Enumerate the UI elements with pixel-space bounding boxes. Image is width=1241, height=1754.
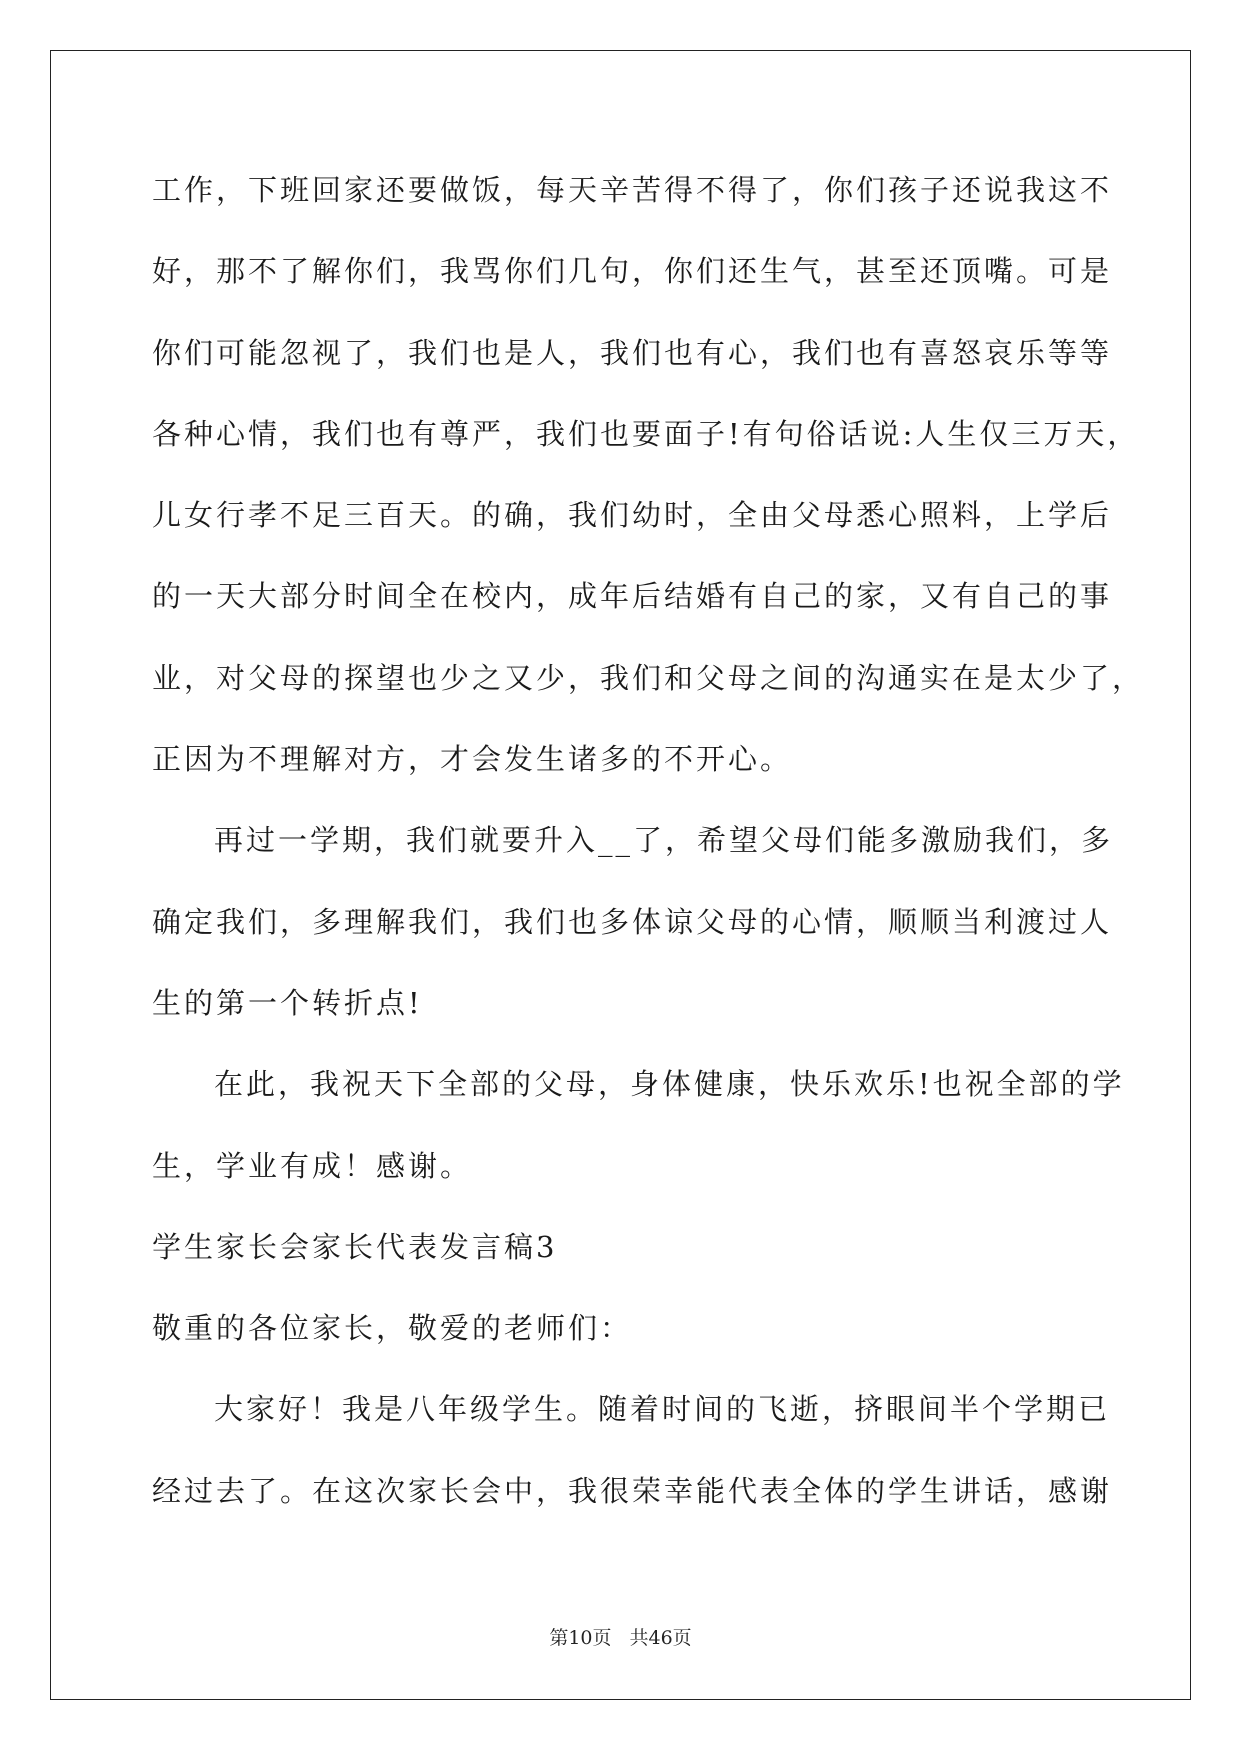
document-body (152, 150, 1145, 1532)
text-line: 工作，下班回家还要做饭，每天辛苦得不得了，你们孩子还说我这不 (152, 173, 1113, 207)
text-line: 确定我们，多理解我们，我们也多体谅父母的心情，顺顺当利渡过人 (152, 904, 1113, 939)
section-title: 学生家长会家长代表发言稿3 (152, 1229, 558, 1264)
page-total: 共46页 (629, 1627, 692, 1649)
text-line: 好，那不了解你们，我骂你们几句，你们还生气，甚至还顶嘴。可是 (152, 254, 1113, 289)
paragraph-start-line: 大家好！我是八年级学生。随着时间的飞逝，挤眼间半个学期已 (214, 1392, 1111, 1427)
page-footer (0, 1626, 1241, 1650)
text-line: 正因为不理解对方，才会发生诸多的不开心。 (152, 742, 793, 777)
text-line: 你们可能忽视了，我们也是人，我们也有心，我们也有喜怒哀乐等等 (152, 335, 1113, 370)
text-line: 儿女行孝不足三百天。的确，我们幼时，全由父母悉心照料，上学后 (152, 498, 1113, 533)
text-line: 的一天大部分时间全在校内，成年后结婚有自己的家，又有自己的事 (152, 579, 1113, 614)
page-number: 第10页 (549, 1627, 612, 1649)
salutation-line: 敬重的各位家长，敬爱的老师们： (152, 1311, 633, 1346)
text-line: 各种心情，我们也有尊严，我们也要面子!有句俗话说:人生仅三万天， (152, 416, 1140, 451)
text-line: 经过去了。在这次家长会中，我很荣幸能代表全体的学生讲话，感谢 (152, 1473, 1113, 1508)
paragraph-start-line: 在此，我祝天下全部的父母，身体健康，快乐欢乐!也祝全部的学 (214, 1067, 1125, 1102)
text-line: 业，对父母的探望也少之又少，我们和父母之间的沟通实在是太少了， (152, 660, 1145, 695)
text-line: 生的第一个转折点! (152, 985, 423, 1020)
text-line: 生，学业有成！感谢。 (152, 1148, 473, 1183)
paragraph-start-line: 再过一学期，我们就要升入__了，希望父母们能多激励我们，多 (214, 823, 1114, 858)
